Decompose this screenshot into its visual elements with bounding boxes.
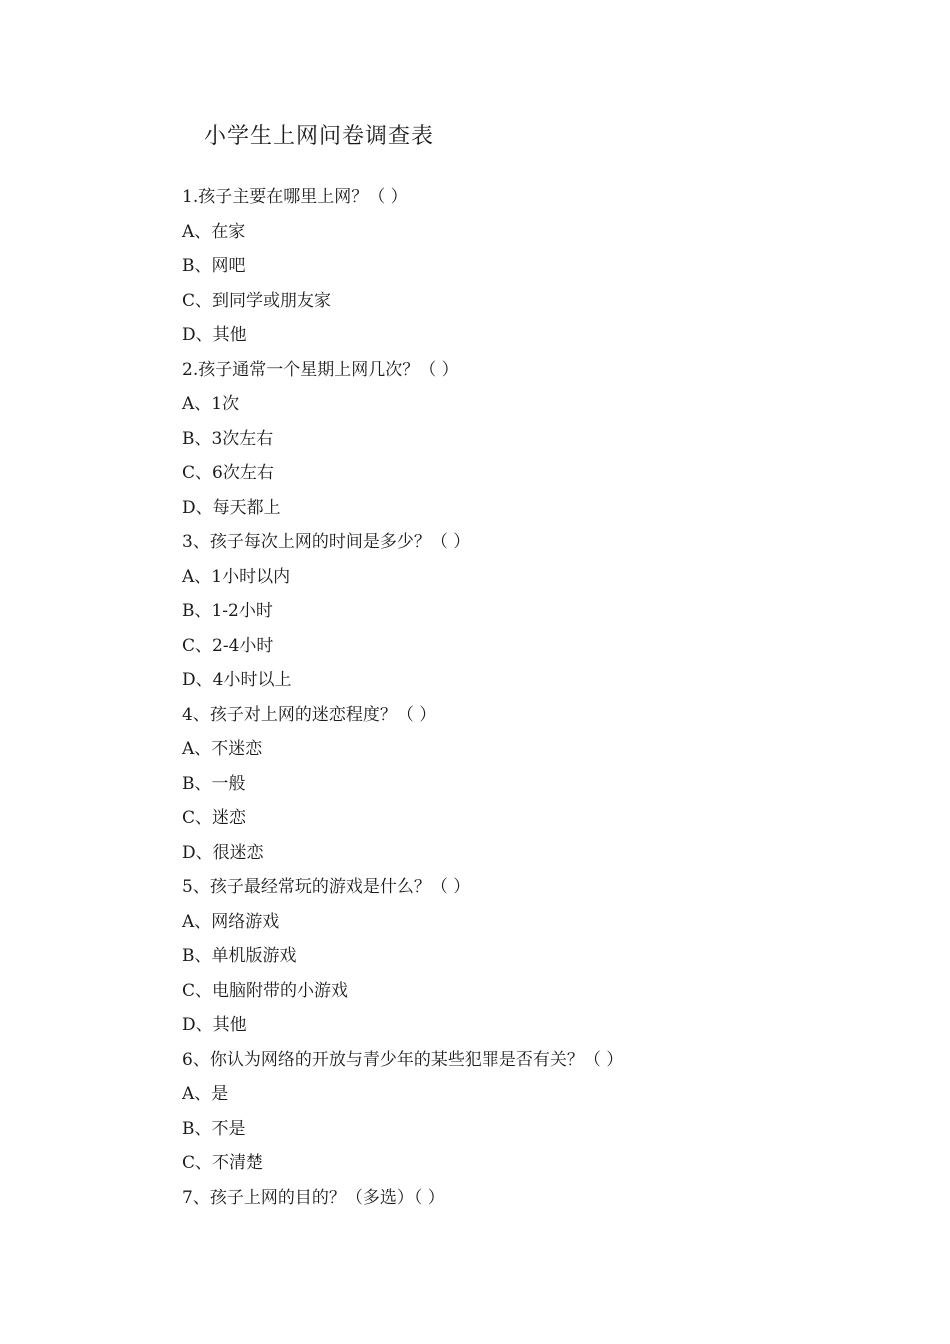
question-text: 6、你认为网络的开放与青少年的某些犯罪是否有关？（ ） [182,1049,624,1070]
answer-option: C、迷恋 [182,808,247,828]
answer-option: B、单机版游戏 [182,946,297,966]
answer-option: C、到同学或朋友家 [182,290,332,311]
answer-option: B、3次左右 [182,428,274,449]
answer-option: C、不清楚 [182,1153,264,1173]
question-text: 1.孩子主要在哪里上网？（ ） [182,187,408,207]
answer-option: D、4小时以上 [182,670,292,690]
question-text: 5、孩子最经常玩的游戏是什么？（ ） [182,877,471,897]
document-title: 小学生上网问卷调查表 [204,124,435,149]
questionnaire-lines [182,180,623,1215]
answer-option: B、网吧 [182,256,246,276]
answer-option: D、其他 [182,325,247,345]
answer-option: A、网络游戏 [182,911,280,932]
question-text: 7、孩子上网的目的？（多选）（ ） [182,1187,445,1208]
question-text: 4、孩子对上网的迷恋程度？（ ） [182,704,437,725]
answer-option: D、很迷恋 [182,842,264,863]
answer-option: D、其他 [182,1015,247,1035]
answer-option: A、是 [182,1084,229,1104]
answer-option: A、在家 [182,221,246,242]
question-text: 2.孩子通常一个星期上网几次？（ ） [182,359,459,380]
answer-option: A、1次 [182,394,240,414]
answer-option: B、不是 [182,1118,246,1139]
answer-option: A、不迷恋 [182,739,263,759]
question-text: 3、孩子每次上网的时间是多少？（ ） [182,532,471,552]
answer-option: A、1小时以内 [182,566,291,587]
answer-option: C、电脑附带的小游戏 [182,980,349,1001]
answer-option: B、1-2小时 [182,601,273,621]
answer-option: D、每天都上 [182,497,281,518]
answer-option: C、6次左右 [182,463,274,483]
answer-option: C、2-4小时 [182,635,274,656]
answer-option: B、一般 [182,773,246,794]
